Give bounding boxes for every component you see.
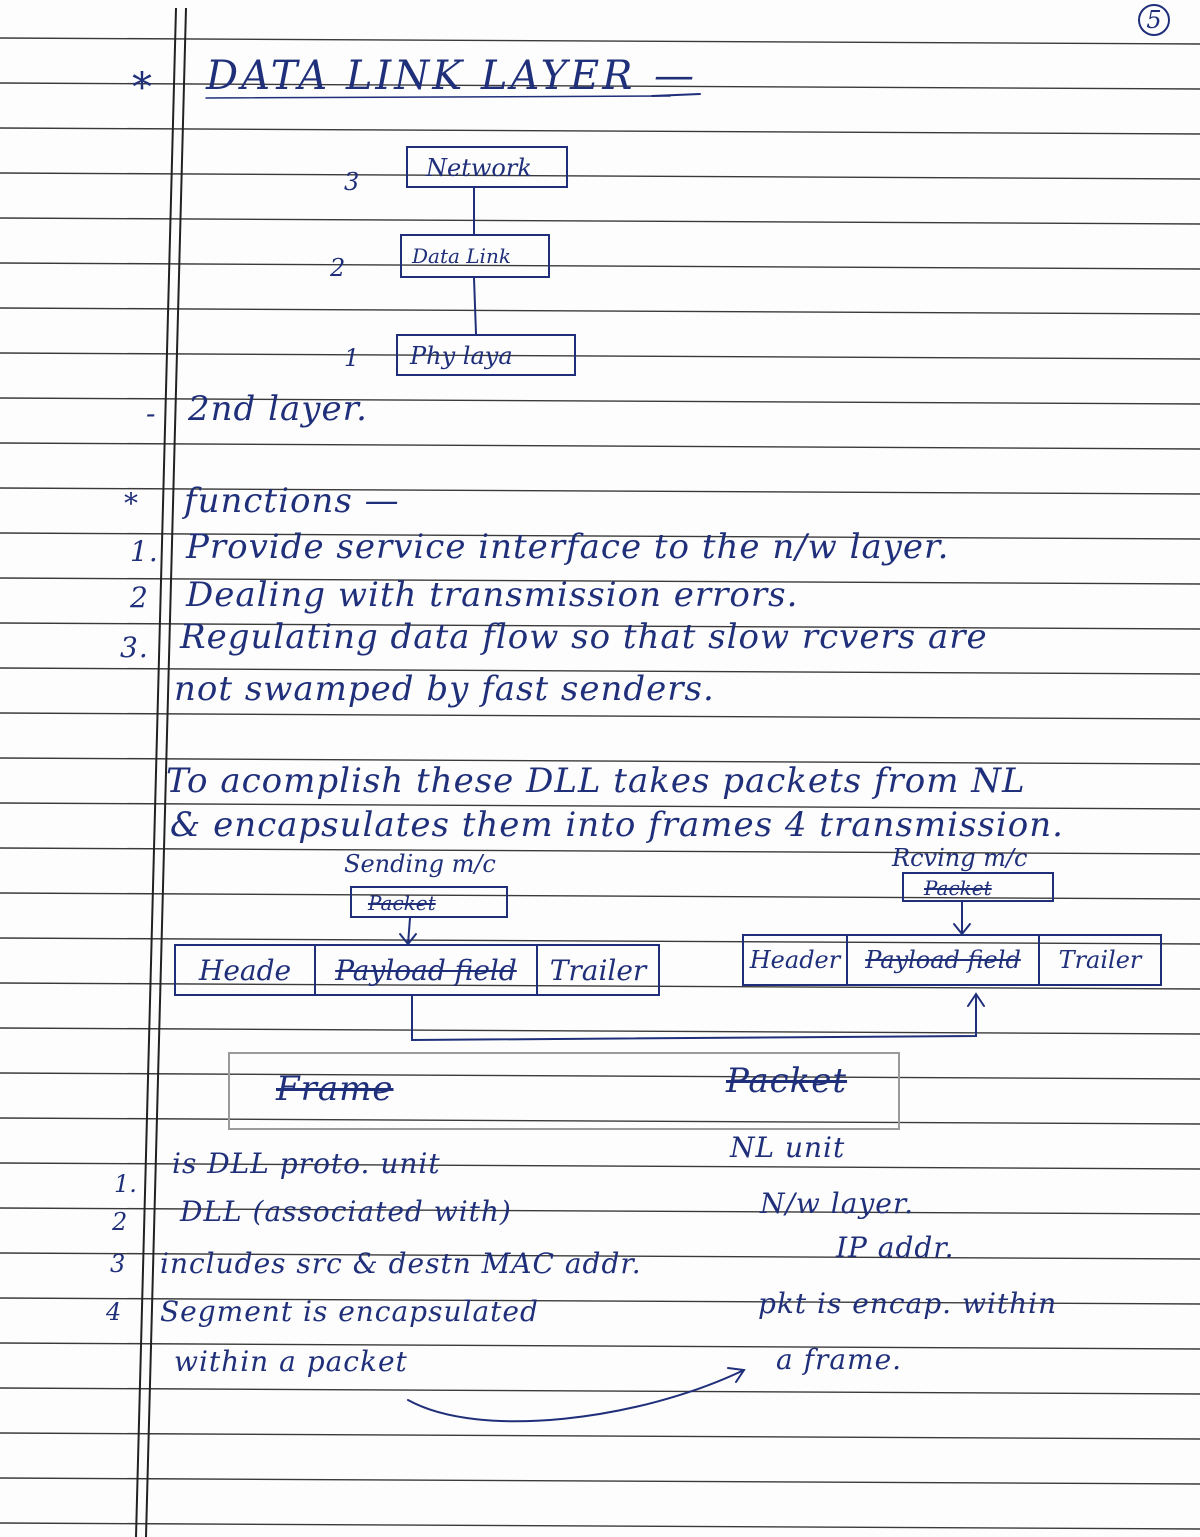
comparison-row-3-packet: IP addr. <box>836 1231 955 1264</box>
receiving-trailer-cell: Trailer <box>1058 946 1142 974</box>
receiving-packet-arrow <box>954 902 970 934</box>
page-title: DATA LINK LAYER <box>206 53 636 99</box>
functions-heading: functions — <box>184 481 400 521</box>
frame-transfer-arrow <box>412 994 984 1040</box>
comparison-row-2-frame: DLL (associated with) <box>180 1195 512 1228</box>
receiving-packet-label: Packet <box>924 876 992 900</box>
sending-payload-cell: Payload field <box>316 946 538 994</box>
sending-header-cell: Heade <box>176 946 316 994</box>
title-underline-long <box>206 96 670 98</box>
layer-number-3: 3 <box>344 168 360 196</box>
comparison-row-4-packet: pkt is encap. within <box>758 1287 1058 1320</box>
accomplish-line-1: To acomplish these DLL takes packets from NL <box>166 761 1026 801</box>
comparison-col-packet: Packet <box>726 1061 848 1101</box>
datalink-to-physical-connector <box>474 278 476 334</box>
accomplish-line-2: & encapsulates them into frames 4 transmission. <box>170 805 1064 845</box>
title-bullet: * <box>132 65 155 111</box>
comparison-row-4-frame-continuation: within a packet <box>174 1345 408 1378</box>
comparison-col-frame: Frame <box>276 1069 394 1109</box>
receiving-label: Rcving m/c <box>892 844 1028 872</box>
second-layer-marker: - <box>146 397 157 430</box>
comparison-row-4-number: 4 <box>106 1298 122 1326</box>
sending-packet-arrow <box>400 918 416 944</box>
comparison-row-3-frame: includes src & destn MAC addr. <box>160 1247 642 1280</box>
layer-number-1: 1 <box>344 344 360 372</box>
function-number-2: 2 <box>130 581 149 614</box>
function-number-1: 1. <box>130 535 159 568</box>
second-layer-note: 2nd layer. <box>188 389 368 429</box>
sending-packet-label: Packet <box>368 891 436 915</box>
function-item-2: Dealing with transmission errors. <box>186 575 799 615</box>
encapsulation-arrow <box>408 1368 744 1421</box>
layer-label-network: Network <box>426 154 532 182</box>
layer-number-2: 2 <box>330 254 346 282</box>
function-number-3: 3. <box>120 631 149 664</box>
title-dash: — <box>654 53 697 99</box>
receiving-payload-cell: Payload field <box>848 936 1040 984</box>
comparison-row-2-packet: N/w layer. <box>760 1187 915 1220</box>
function-item-3-continuation: not swamped by fast senders. <box>174 669 715 709</box>
receiving-header-cell: Header <box>744 936 848 984</box>
functions-bullet: * <box>124 487 139 520</box>
comparison-row-1-frame: is DLL proto. unit <box>172 1147 441 1180</box>
function-item-3: Regulating data flow so that slow rcvers are <box>180 617 988 657</box>
page-number-text: 5 <box>1146 6 1162 34</box>
comparison-row-3-number: 3 <box>110 1250 126 1278</box>
sending-label: Sending m/c <box>344 850 496 878</box>
sending-trailer-cell: Trailer <box>549 953 647 987</box>
function-item-1: Provide service interface to the n/w layer. <box>186 527 950 567</box>
comparison-row-4-frame: Segment is encapsulated <box>160 1295 539 1328</box>
layer-label-data-link: Data Link <box>412 244 511 268</box>
comparison-row-1-number: 1. <box>114 1170 137 1198</box>
comparison-row-2-number: 2 <box>112 1208 128 1236</box>
layer-label-physical: Phy laya <box>410 342 513 370</box>
comparison-row-4-packet-continuation: a frame. <box>776 1343 903 1376</box>
comparison-row-1-packet: NL unit <box>730 1131 846 1164</box>
